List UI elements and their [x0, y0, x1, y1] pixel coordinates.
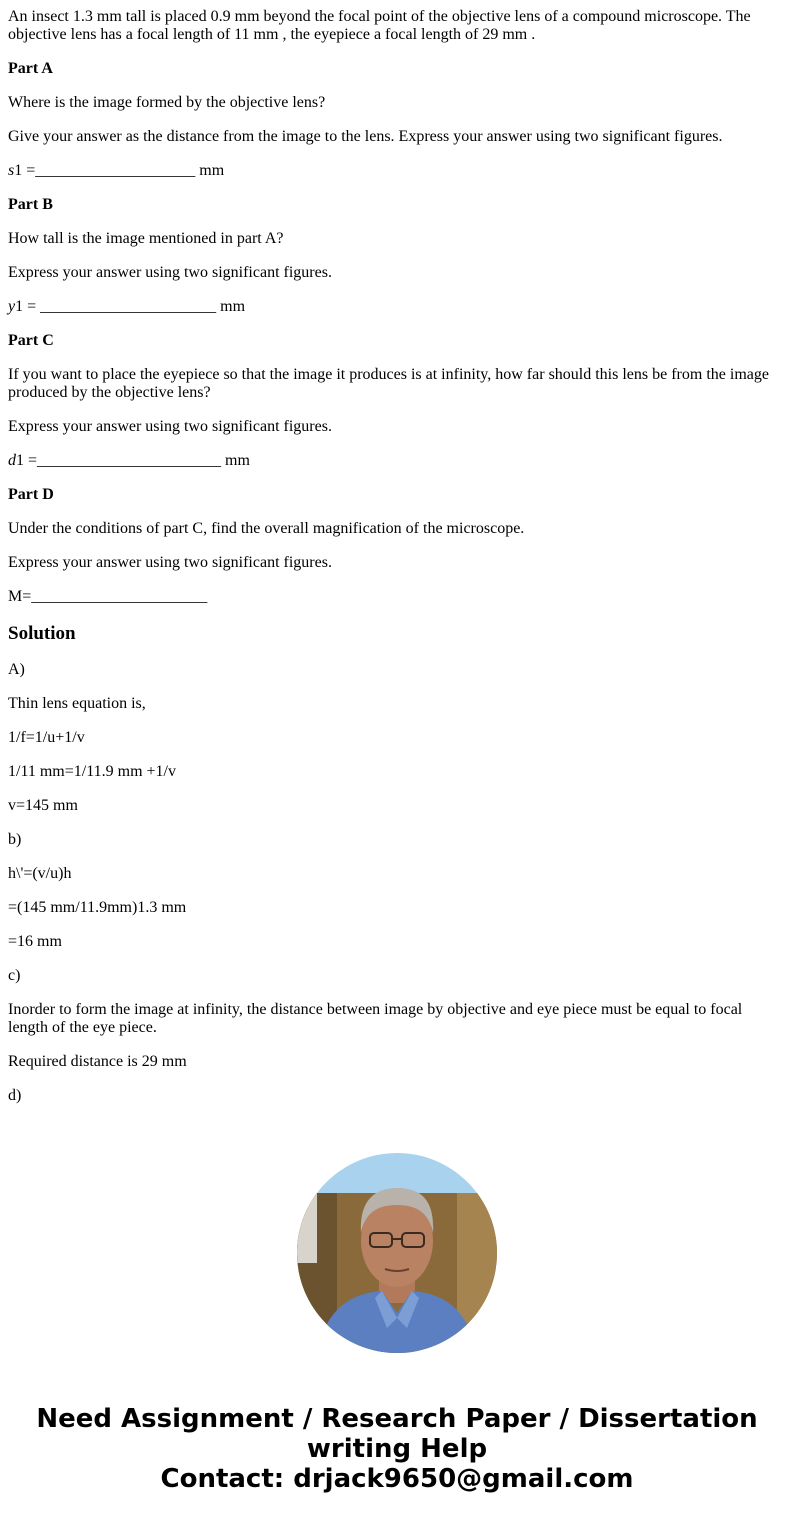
part-d-blank: ______________________: [31, 588, 208, 605]
part-b-equals: 1 =: [15, 298, 41, 315]
part-d-instruction: Express your answer using two significant figures.: [8, 554, 332, 571]
part-a-unit: mm: [195, 162, 225, 179]
solution-line: =(145 mm/11.9mm)1.3 mm: [8, 899, 187, 916]
part-c-variable: d: [8, 452, 16, 469]
part-b-variable: y: [8, 298, 16, 315]
promo-line-1: Need Assignment / Research Paper / Dissertation: [36, 1404, 758, 1434]
part-d-equals: M=: [8, 588, 32, 605]
promo-banner: [0, 1404, 794, 1494]
solution-line: Thin lens equation is,: [8, 695, 146, 712]
part-c-unit: mm: [221, 452, 250, 469]
solution-line: h\'=(v/u)h: [8, 865, 72, 882]
author-avatar: [297, 1153, 497, 1353]
part-a-answer-line: [8, 162, 786, 180]
document-content: [8, 8, 786, 1121]
solution-heading: Solution: [8, 623, 76, 644]
solution-line: Required distance is 29 mm: [8, 1053, 187, 1070]
promo-contact: Contact: drjack9650@gmail.com: [160, 1464, 634, 1494]
part-b-title: Part B: [8, 196, 53, 213]
solution-line: v=145 mm: [8, 797, 78, 814]
part-c-title: Part C: [8, 332, 54, 349]
part-a-blank: ____________________: [35, 162, 196, 179]
solution-line: =16 mm: [8, 933, 62, 950]
part-c-answer-line: [8, 452, 786, 470]
part-d-question: Under the conditions of part C, find the overall magnification of the microscope.: [8, 520, 525, 537]
solution-line: 1/11 mm=1/11.9 mm +1/v: [8, 763, 176, 780]
part-a-title: Part A: [8, 60, 53, 77]
part-c-question: If you want to place the eyepiece so that the image it produces is at infinity, how far should this lens be from the image produced by the objective lens?: [8, 366, 769, 401]
solution-line: Inorder to form the image at infinity, the distance between image by objective and eye piece must be equal to focal length of the eye piece.: [8, 1001, 743, 1036]
part-a-equals: 1 =: [14, 162, 36, 179]
solution-line: c): [8, 967, 21, 984]
part-a-question: Where is the image formed by the objective lens?: [8, 94, 326, 111]
part-c-blank: _______________________: [37, 452, 222, 469]
solution-line: d): [8, 1087, 22, 1104]
part-a-variable: s: [8, 162, 15, 179]
part-d-answer-line: [8, 588, 786, 606]
part-b-blank: ______________________: [40, 298, 217, 315]
solution-line: 1/f=1/u+1/v: [8, 729, 85, 746]
part-b-instruction: Express your answer using two significant figures.: [8, 264, 332, 281]
question-intro: An insect 1.3 mm tall is placed 0.9 mm beyond the focal point of the objective lens of a compound microscope. The objective lens has a focal length of 11 mm , the eyepiece a focal length of 29 mm .: [8, 8, 751, 43]
solution-line: b): [8, 831, 22, 848]
part-b-answer-line: [8, 298, 786, 316]
part-c-equals: 1 =: [16, 452, 38, 469]
part-a-instruction: Give your answer as the distance from the image to the lens. Express your answer using two significant figures.: [8, 128, 723, 145]
part-b-unit: mm: [216, 298, 246, 315]
solution-line: A): [8, 661, 25, 678]
part-c-instruction: Express your answer using two significant figures.: [8, 418, 332, 435]
part-b-question: How tall is the image mentioned in part A?: [8, 230, 284, 247]
author-portrait-image: [297, 1153, 497, 1353]
promo-line-2: writing Help: [306, 1434, 488, 1464]
part-d-title: Part D: [8, 486, 54, 503]
